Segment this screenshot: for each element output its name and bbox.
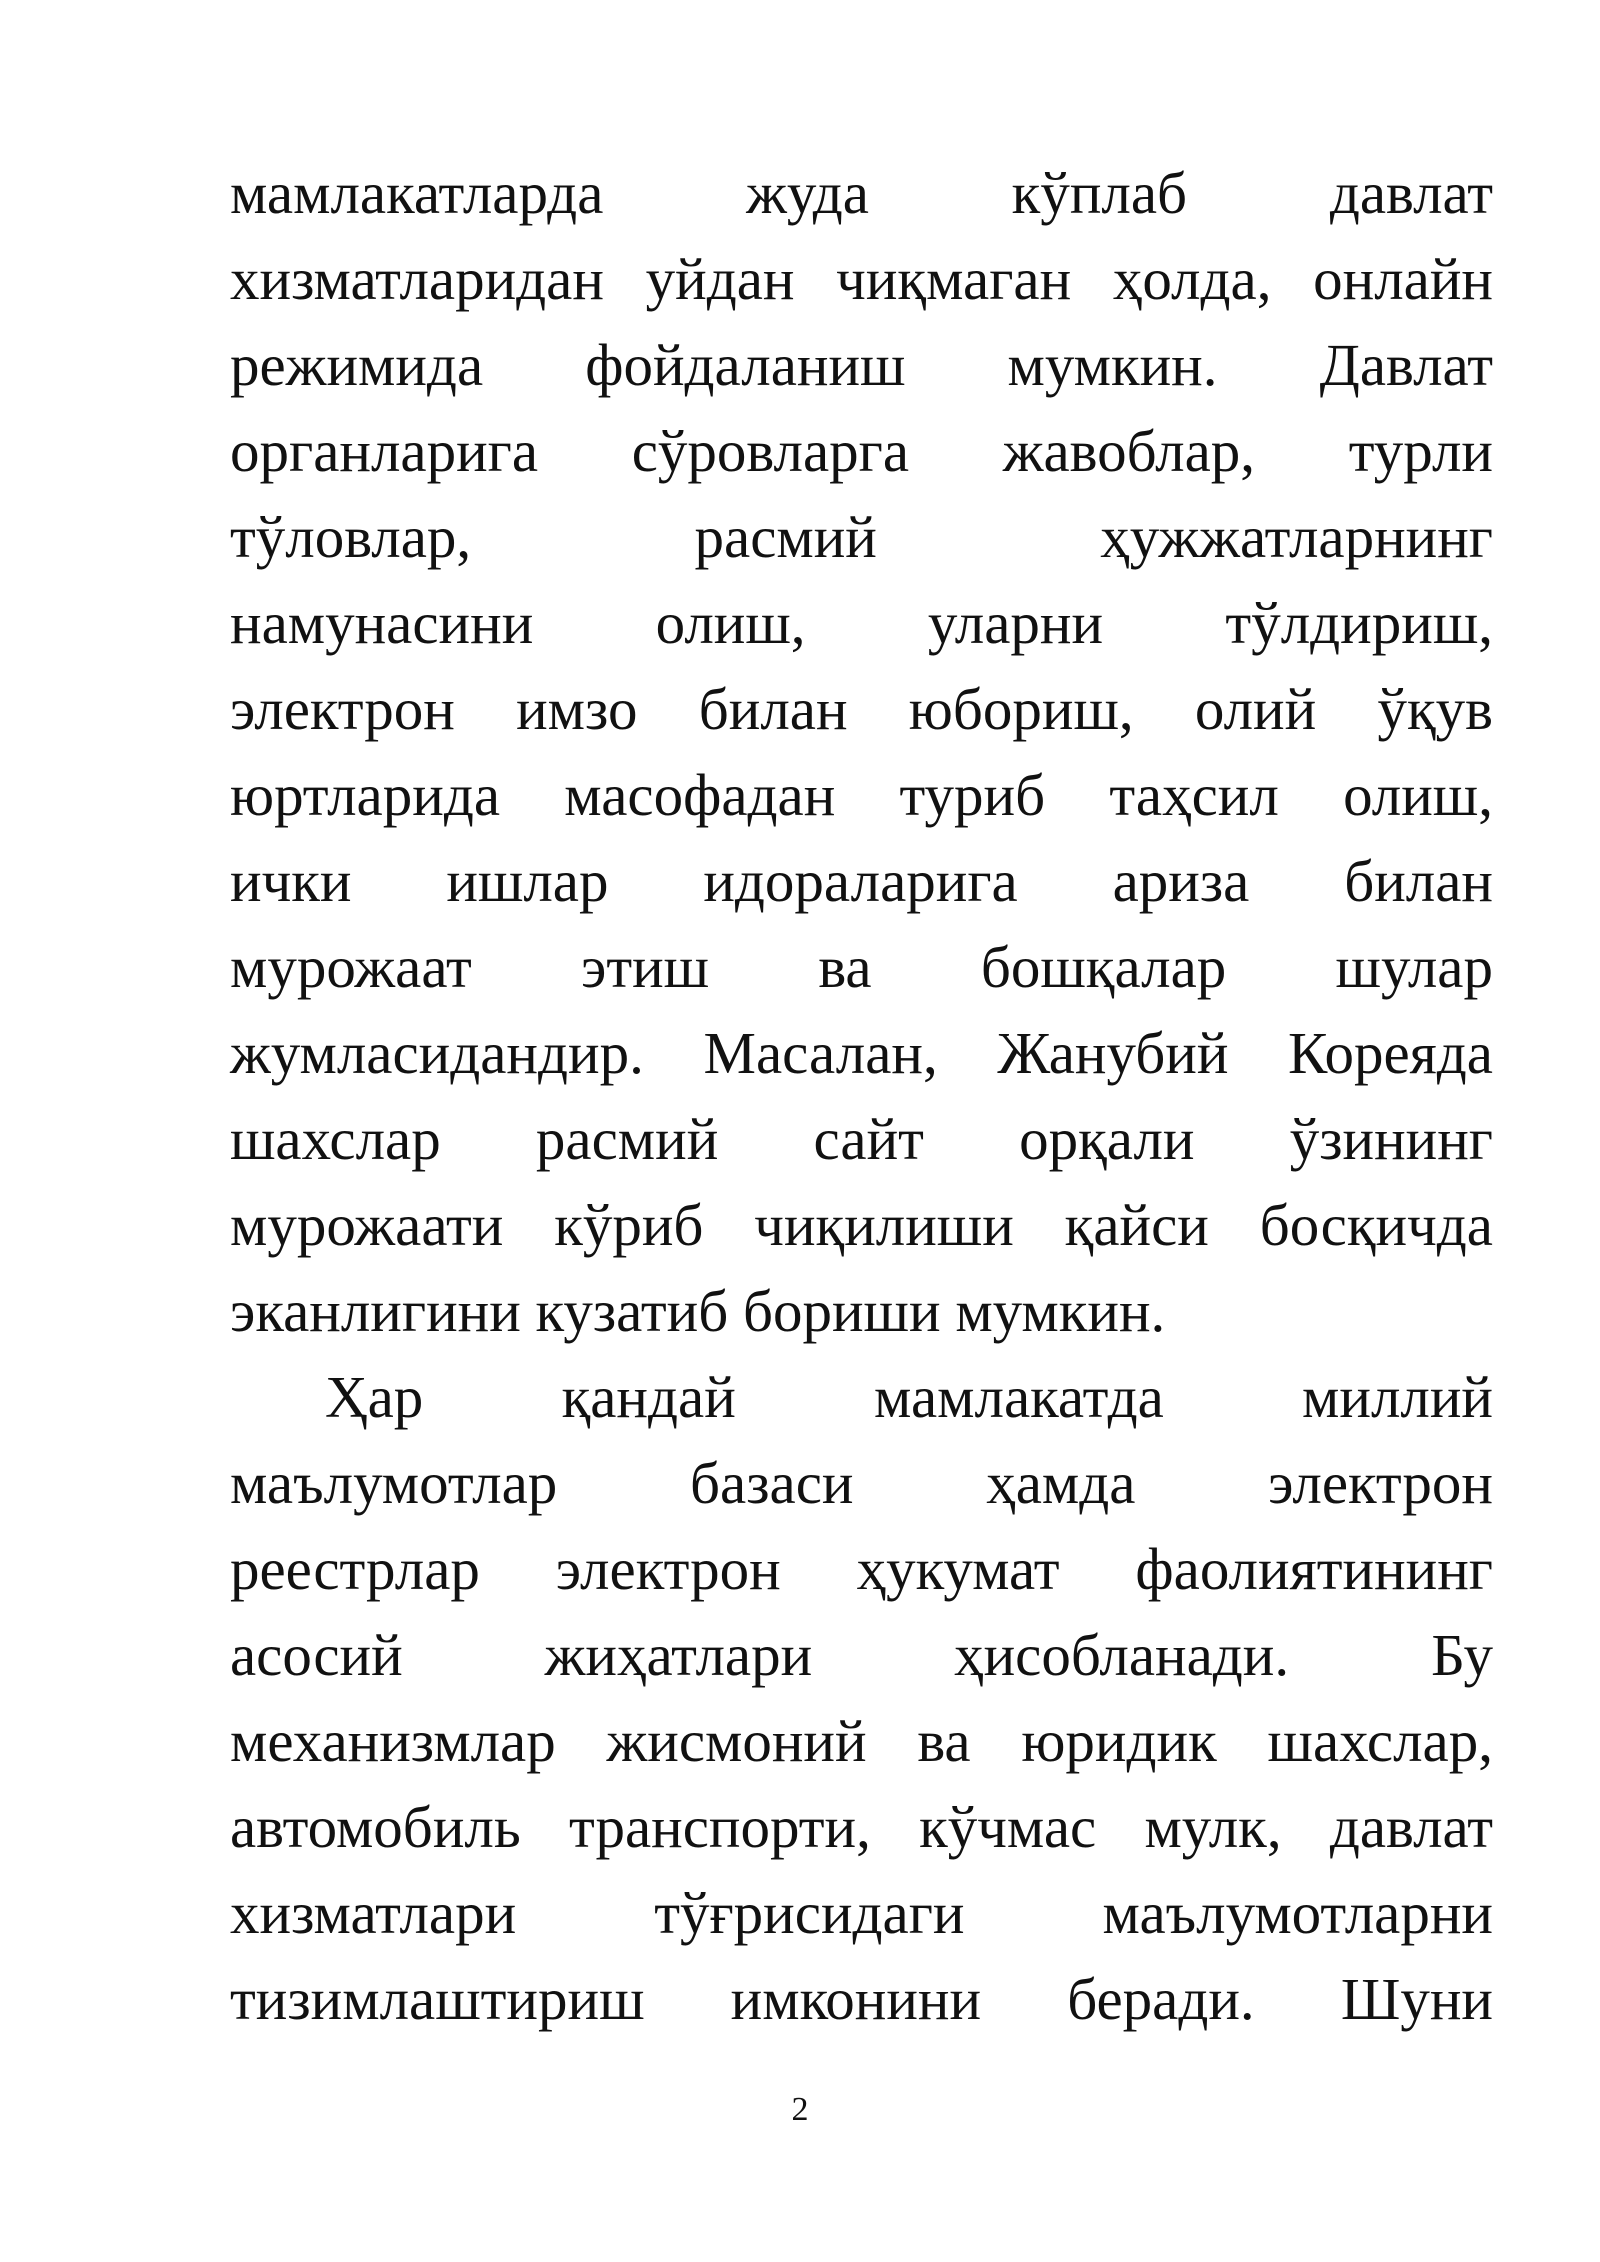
paragraph-2: [230, 1354, 1493, 2042]
text-line: автомобиль транспорти, кўчмас мулк, давлат: [230, 1794, 1493, 1860]
text-line: эканлигини кузатиб бориши мумкин.: [230, 1278, 1166, 1344]
text-line: реестрлар электрон ҳукумат фаолиятининг: [230, 1536, 1493, 1602]
text-line: мамлакатларда жуда кўплаб давлат: [230, 160, 1493, 226]
text-line: хизматлари тўғрисидаги маълумотларни: [230, 1880, 1493, 1946]
text-line: шахслар расмий сайт орқали ўзининг: [230, 1106, 1493, 1172]
text-line: юртларида масофадан туриб таҳсил олиш,: [230, 762, 1493, 828]
text-line: режимида фойдаланиш мумкин. Давлат: [230, 332, 1493, 398]
text-line: жумласидандир. Масалан, Жанубий Кореяда: [230, 1020, 1493, 1086]
text-line: механизмлар жисмоний ва юридик шахслар,: [230, 1708, 1493, 1774]
text-line: органларига сўровларга жавоблар, турли: [230, 418, 1493, 484]
text-line: намунасини олиш, уларни тўлдириш,: [230, 590, 1493, 656]
text-line: тизимлаштириш имконини беради. Шуни: [230, 1966, 1493, 2032]
text-line: ички ишлар идораларига ариза билан: [230, 848, 1493, 914]
page-number: 2: [791, 2091, 809, 2128]
paragraph-1: [230, 150, 1493, 1354]
text-line: мурожаати кўриб чиқилиши қайси босқичда: [230, 1192, 1493, 1258]
text-line: хизматларидан уйдан чиқмаган ҳолда, онлайн: [230, 246, 1493, 312]
text-line: тўловлар, расмий ҳужжатларнинг: [230, 504, 1493, 570]
text-line: Ҳар қандай мамлакатда миллий: [325, 1364, 1493, 1430]
body-text: [230, 150, 1493, 2042]
text-line: асосий жиҳатлари ҳисобланади. Бу: [230, 1622, 1493, 1688]
text-line: маълумотлар базаси ҳамда электрон: [230, 1450, 1493, 1516]
text-line: электрон имзо билан юбориш, олий ўқув: [230, 676, 1493, 742]
text-line: мурожаат этиш ва бошқалар шулар: [230, 934, 1493, 1000]
